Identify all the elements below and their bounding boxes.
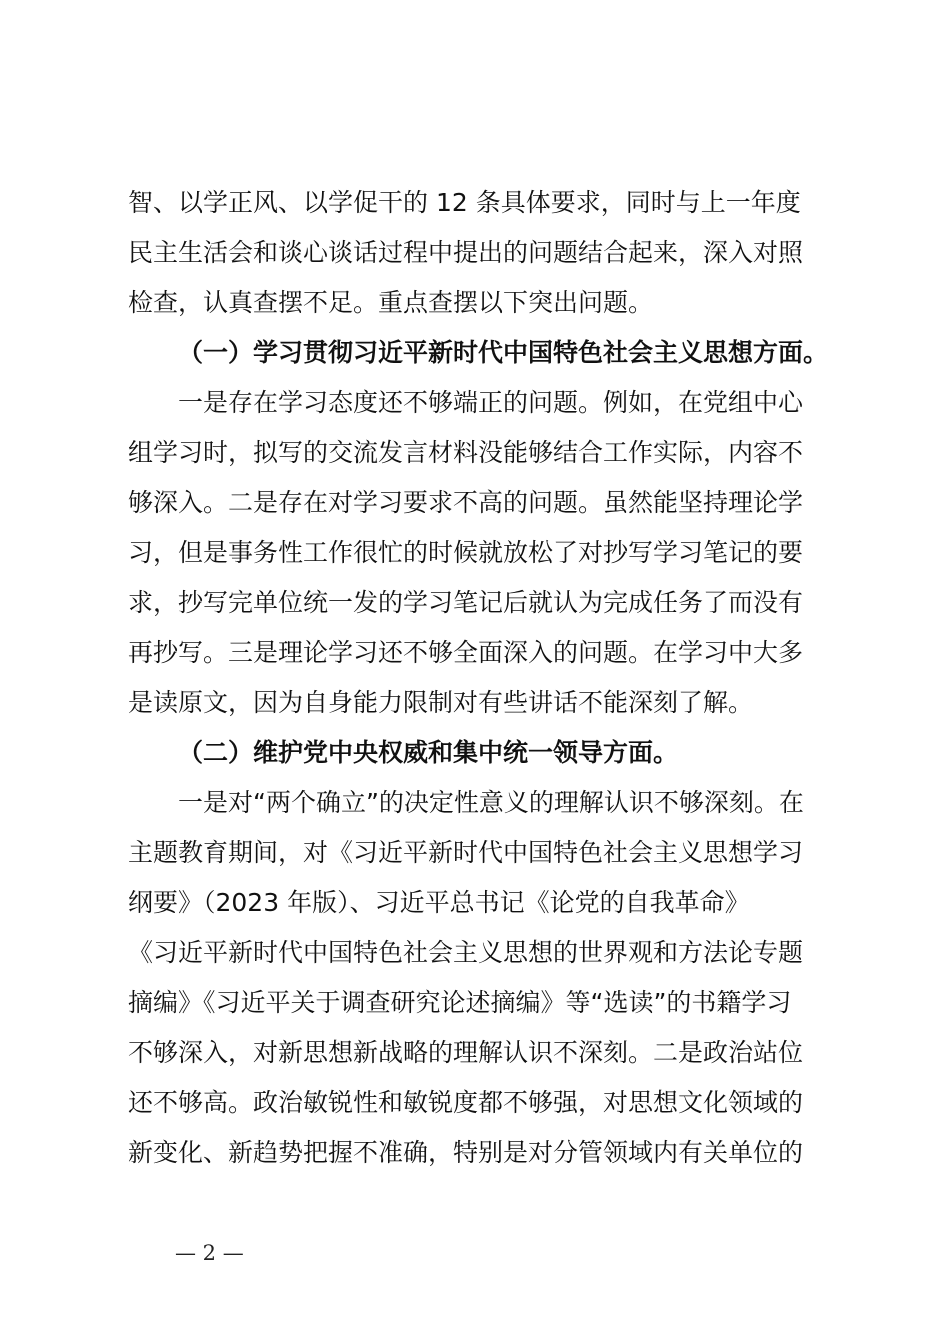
body-text-line: 习，但是事务性工作很忙的时候就放松了对抄写学习笔记的要 [128,538,804,567]
body-text-line: 一是存在学习态度还不够端正的问题。例如，在党组中心 [178,388,804,417]
body-text-line: 是读原文，因为自身能力限制对有些讲话不能深刻了解。 [128,688,754,717]
body-text-line: 还不够高。政治敏锐性和敏锐度都不够强，对思想文化领域的 [128,1088,804,1117]
body-text-line: 新变化、新趋势把握不准确，特别是对分管领域内有关单位的 [128,1138,804,1167]
body-text-line: 够深入。二是存在对学习要求不高的问题。虽然能坚持理论学 [128,488,804,517]
section-heading-1: （一）学习贯彻习近平新时代中国特色社会主义思想方面。 [178,338,829,367]
body-text-line: 主题教育期间，对《习近平新时代中国特色社会主义思想学习 [128,838,804,867]
body-text-line: 智、以学正风、以学促干的 12 条具体要求，同时与上一年度 [128,188,801,217]
body-text-line: 纲要》（2023 年版）、习近平总书记《论党的自我革命》 [128,888,750,917]
body-text-line: 一是对“两个确立”的决定性意义的理解认识不够深刻。在 [178,788,804,817]
body-text-line: 检查，认真查摆不足。重点查摆以下突出问题。 [128,288,654,317]
section-heading-2: （二）维护党中央权威和集中统一领导方面。 [178,738,679,767]
body-text-line: 组学习时，拟写的交流发言材料没能够结合工作实际，内容不 [128,438,804,467]
body-text-line: 民主生活会和谈心谈话过程中提出的问题结合起来，深入对照 [128,238,804,267]
body-text-line: 《习近平新时代中国特色社会主义思想的世界观和方法论专题 [128,938,804,967]
body-text-line: 求，抄写完单位统一发的学习笔记后就认为完成任务了而没有 [128,588,804,617]
page-number: — 2 — [175,1241,244,1265]
body-text-line: 不够深入，对新思想新战略的理解认识不深刻。二是政治站位 [128,1038,804,1067]
body-text-line: 再抄写。三是理论学习还不够全面深入的问题。在学习中大多 [128,638,804,667]
body-text-line: 摘编》《习近平关于调查研究论述摘编》等“选读”的书籍学习 [128,988,792,1017]
